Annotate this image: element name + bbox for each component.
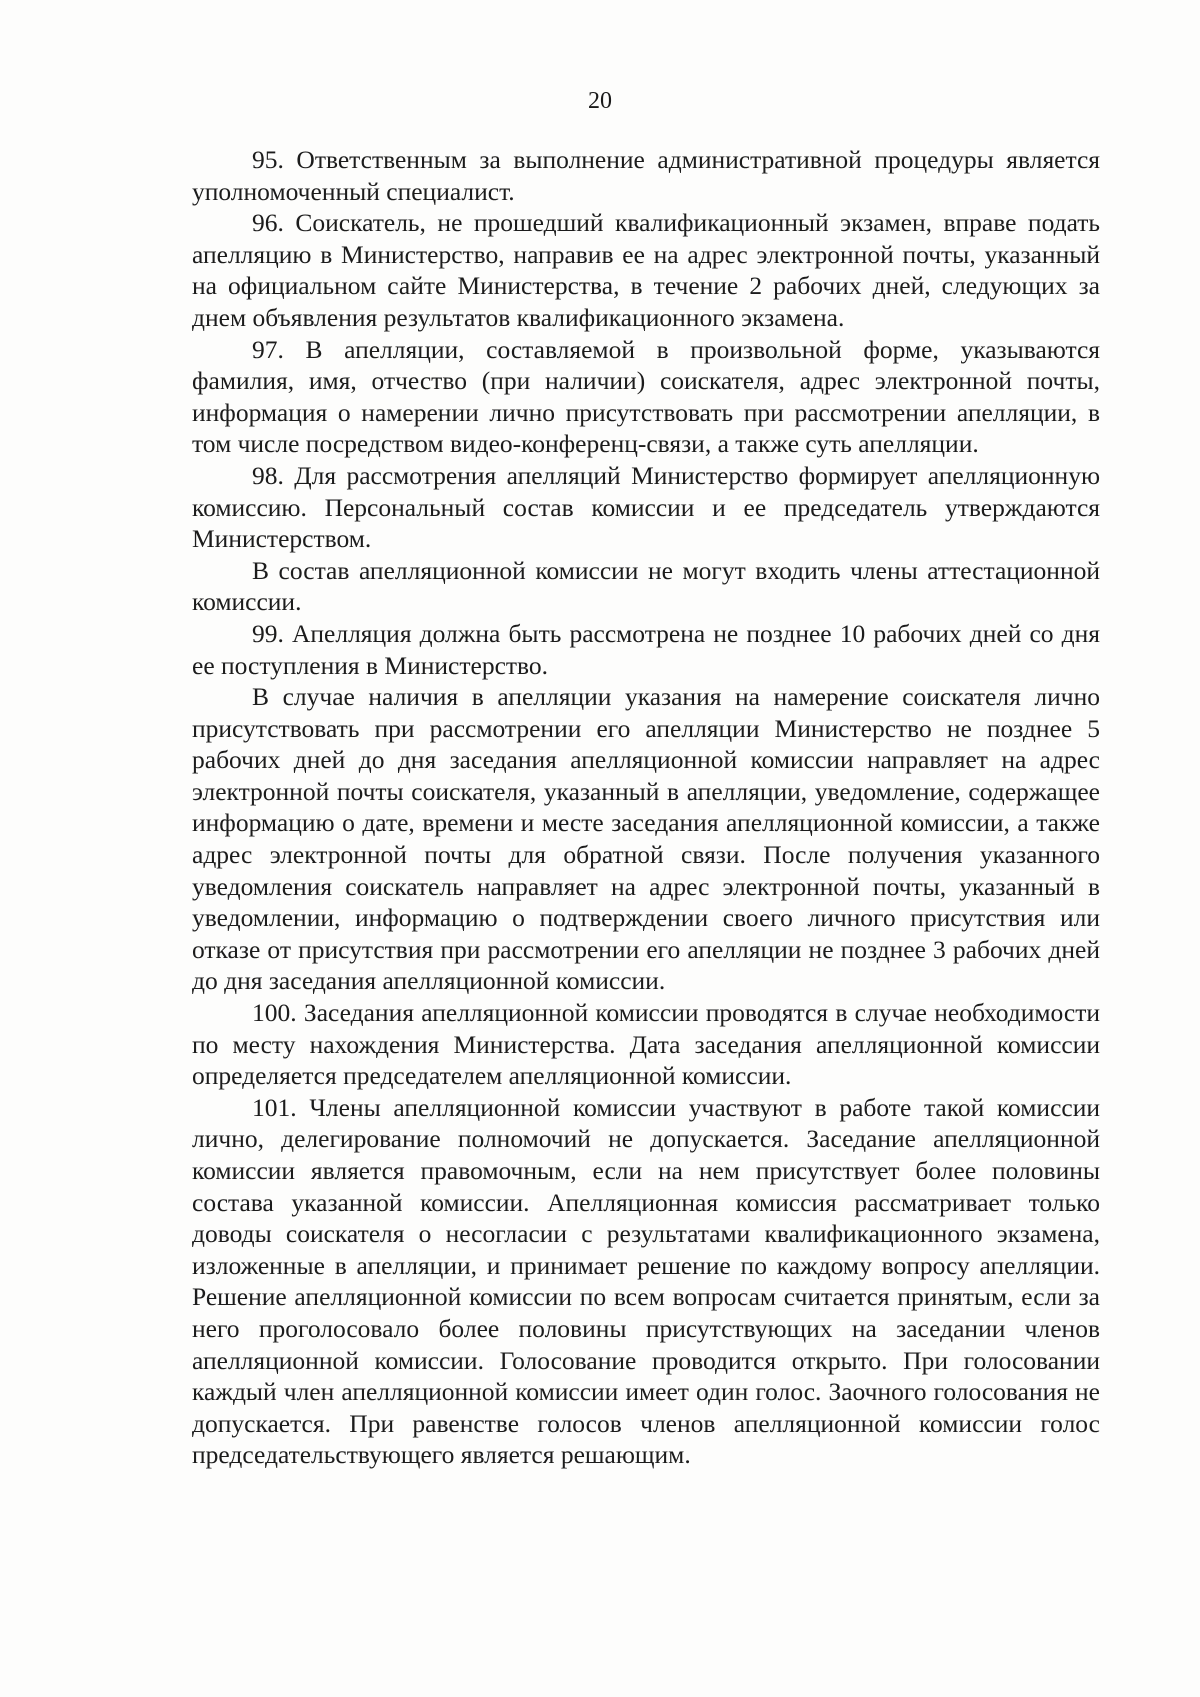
paragraph-99-continued: В случае наличия в апелляции указания на намерение соискателя лично присутствовать при рассмотрении его апелляции Министерство не позднее 5 рабочих дней до дня заседания апелляционной комиссии направляет на адрес электронной почты соискателя, указанный в апелляции, уведомление, содержащее информацию о дате, времени и месте заседания апелляционной комиссии, а также адрес электронной почты для обратной связи. После получения указанного уведомления соискатель направляет на адрес электронной почты, указанный в уведомлении, информацию о подтверждении своего личного присутствия или отказе от присутствия при рассмотрении его апелляции не позднее 3 рабочих дней до дня заседания апелляционной комиссии. xyxy=(192,682,1100,996)
paragraph-97: 97. В апелляции, составляемой в произвольной форме, указываются фамилия, имя, отчество (при наличии) соискателя, адрес электронной почты, информация о намерении лично присутствовать при рассмотрении апелляции, в том числе посредством видео-конференц-связи, а также суть апелляции. xyxy=(192,334,1100,459)
paragraph-95: 95. Ответственным за выполнение административной процедуры является уполномоченный специалист. xyxy=(192,145,1100,206)
paragraph-98-continued: В состав апелляционной комиссии не могут входить члены аттестационной комиссии. xyxy=(192,555,1100,617)
paragraph-99: 99. Апелляция должна быть рассмотрена не позднее 10 рабочих дней со дня ее поступления в Министерство. xyxy=(192,618,1100,680)
page-number: 20 xyxy=(588,88,612,114)
paragraph-98: 98. Для рассмотрения апелляций Министерство формирует апелляционную комиссию. Персональный состав комиссии и ее председатель утверждаются Министерством. xyxy=(192,460,1100,554)
paragraph-101: 101. Члены апелляционной комиссии участвуют в работе такой комиссии лично, делегирование полномочий не допускается. Заседание апелляционной комиссии является правомочным, если на нем присутствует более половины состава указанной комиссии. Апелляционная комиссия рассматривает только доводы соискателя о несогласии с результатами квалификационного экзамена, изложенные в апелляции, и принимает решение по каждому вопросу апелляции. Решение апелляционной комиссии по всем вопросам считается принятым, если за него проголосовало более половины присутствующих на заседании членов апелляционной комиссии. Голосование проводится открыто. При голосовании каждый член апелляционной комиссии имеет один голос. Заочного голосования не допускается. При равенстве голосов членов апелляционной комиссии голос председательствующего является решающим. xyxy=(192,1092,1100,1470)
paragraph-96: 96. Соискатель, не прошедший квалификационный экзамен, вправе подать апелляцию в Министерство, направив ее на адрес электронной почты, указанный на официальном сайте Министерства, в течение 2 рабочих дней, следующих за днем объявления результатов квалификационного экзамена. xyxy=(192,208,1100,332)
document-body xyxy=(192,144,1100,1471)
paragraph-100: 100. Заседания апелляционной комиссии проводятся в случае необходимости по месту нахождения Министерства. Дата заседания апелляционной комиссии определяется председателем апелляционной комиссии. xyxy=(192,998,1100,1091)
